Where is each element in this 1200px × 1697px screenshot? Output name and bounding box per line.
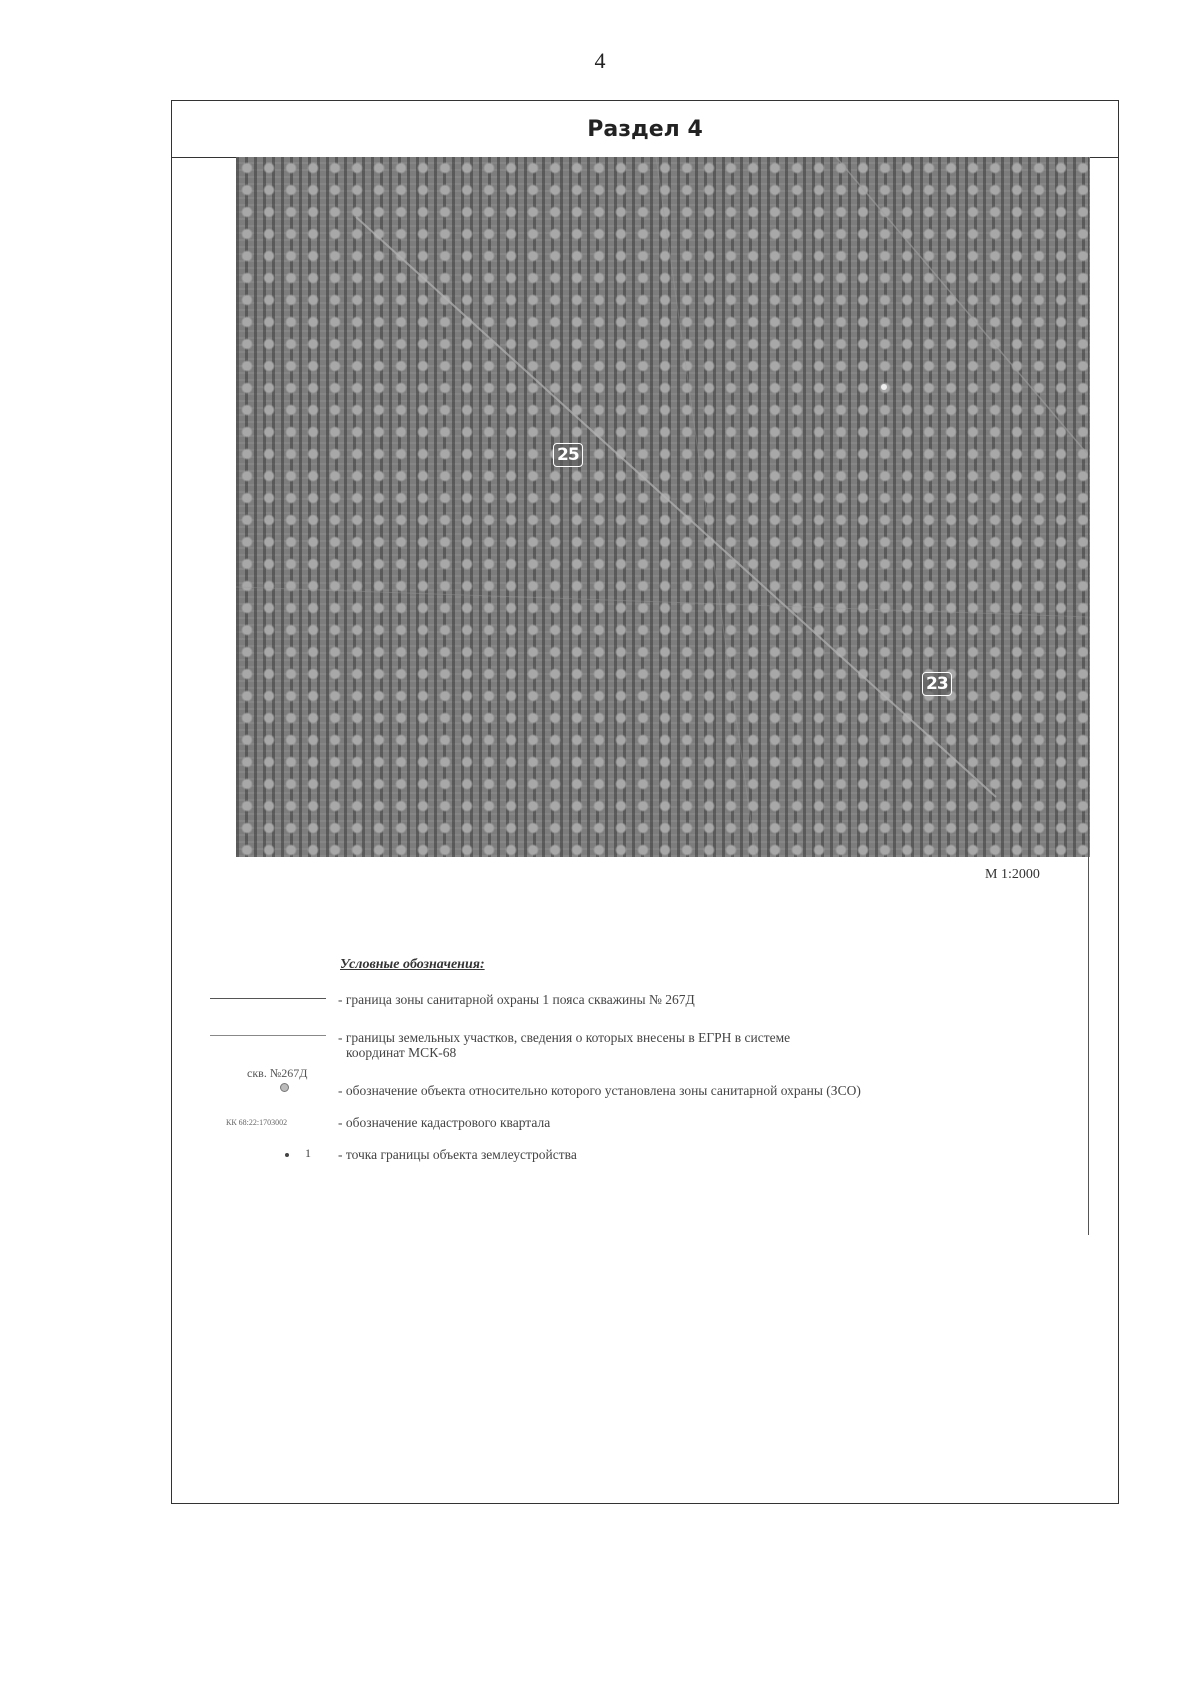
section-header: [172, 101, 1118, 158]
legend-item-zone-boundary: [0, 990, 1200, 1020]
legend-item-boundary-point: [0, 1146, 1200, 1176]
section-title: Раздел 4: [587, 116, 703, 142]
legend-item-land-parcels: [0, 1028, 1200, 1064]
legend-item-cadastral-quarter: [0, 1114, 1200, 1144]
parcel-label-23: 23: [922, 672, 952, 696]
zone-boundary-line-symbol: [210, 998, 326, 999]
parcel-boundary-line: [236, 587, 1090, 617]
map-boundaries: [236, 157, 1090, 857]
parcel-boundary-line: [356, 217, 996, 797]
map-scale: М 1:2000: [985, 867, 1040, 882]
map-image: [236, 157, 1090, 857]
page-number: 4: [594, 48, 606, 73]
legend-text: координат МСК-68: [346, 1045, 457, 1060]
boundary-point: [881, 384, 887, 390]
legend-text: - обозначение объекта относительно которого установлена зоны санитарной охраны (ЗСО): [338, 1083, 861, 1098]
legend-text: - границы земельных участков, сведения о которых внесены в ЕГРН в системе: [338, 1030, 791, 1045]
well-label-symbol: скв. №267Д: [247, 1066, 308, 1080]
legend-title: Условные обозначения:: [340, 957, 485, 972]
parcel-boundary-line: [836, 157, 1090, 457]
parcel-label-25: 25: [553, 443, 583, 467]
cadastral-quarter-symbol: КК 68:22:1703002: [226, 1118, 288, 1127]
well-icon: [280, 1083, 289, 1092]
boundary-point-number: 1: [305, 1146, 311, 1160]
legend-text: - обозначение кадастрового квартала: [338, 1115, 551, 1130]
legend-item-well: [0, 1062, 1200, 1100]
parcel-boundary-line-symbol: [210, 1035, 326, 1036]
legend-text: - точка границы объекта землеустройства: [338, 1147, 577, 1162]
legend-text: - граница зоны санитарной охраны 1 пояса скважины № 267Д: [338, 992, 695, 1007]
boundary-point-icon: [285, 1153, 289, 1157]
parcel-boundary-line: [656, 157, 756, 857]
